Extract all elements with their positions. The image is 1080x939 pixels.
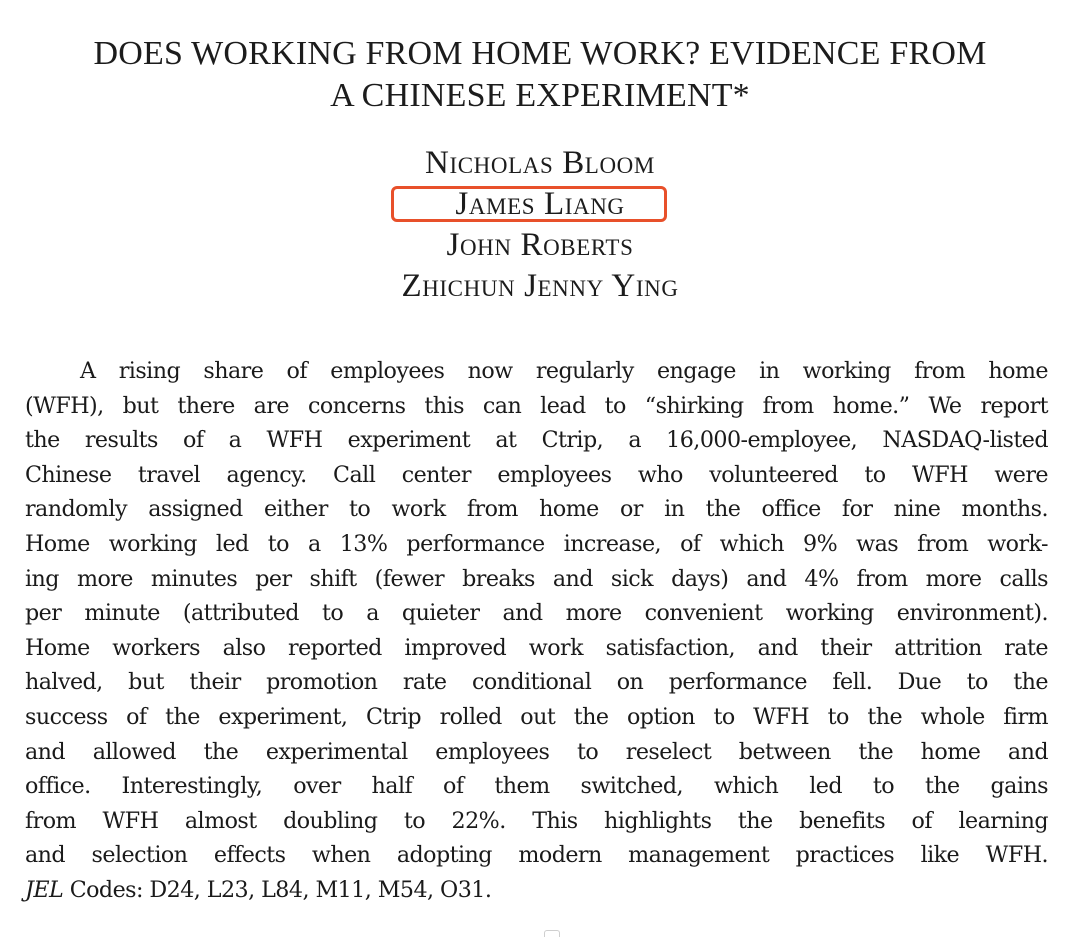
abstract-line: randomly assigned either to work from home or in the office for nine months. xyxy=(25,496,1048,523)
author-list xyxy=(0,143,1080,307)
abstract-line: from WFH almost doubling to 22%. This highlights the benefits of learning xyxy=(25,807,1048,834)
abstract-line: ing more minutes per shift (fewer breaks and sick days) and 4% from more calls xyxy=(25,565,1048,592)
abstract-line: (WFH), but there are concerns this can lead to “shirking from home.” We report xyxy=(25,392,1048,419)
abstract-line: Home working led to a 13% performance increase, of which 9% was from work- xyxy=(25,530,1048,557)
abstract-line: success of the experiment, Ctrip rolled out the option to WFH to the whole firm xyxy=(25,703,1048,730)
jel-codes-line xyxy=(25,873,1048,908)
jel-codes: Codes: D24, L23, L84, M11, M54, O31. xyxy=(63,876,492,903)
paper-title-line-2: A CHINESE EXPERIMENT* xyxy=(330,77,750,114)
author-name: John Roberts xyxy=(446,227,634,263)
paper-title-line-1: DOES WORKING FROM HOME WORK? EVIDENCE FROM xyxy=(93,35,987,72)
abstract-line: and allowed the experimental employees to reselect between the home and xyxy=(25,738,1048,765)
jel-label: JEL xyxy=(25,876,64,903)
abstract xyxy=(25,354,1048,908)
abstract-line: per minute (attributed to a quieter and more convenient working environment). xyxy=(25,600,1048,627)
author-name: Nicholas Bloom xyxy=(425,145,655,181)
page-marker xyxy=(544,930,560,937)
abstract-line: Home workers also reported improved work satisfaction, and their attrition rate xyxy=(25,634,1048,661)
abstract-line: office. Interestingly, over half of them switched, which led to the gains xyxy=(25,773,1048,800)
author-name-highlighted: James Liang xyxy=(455,186,625,222)
abstract-line: Chinese travel agency. Call center employees who volunteered to WFH were xyxy=(25,461,1048,488)
abstract-line: and selection effects when adopting modern management practices like WFH. xyxy=(25,842,1048,869)
abstract-line: halved, but their promotion rate conditional on performance fell. Due to the xyxy=(25,669,1048,696)
author-name: Zhichun Jenny Ying xyxy=(401,268,679,304)
abstract-line: the results of a WFH experiment at Ctrip, a 16,000-employee, NASDAQ-listed xyxy=(25,427,1048,454)
abstract-line: A rising share of employees now regularly engage in working from home xyxy=(80,358,1048,384)
author-highlight-box xyxy=(391,186,667,222)
